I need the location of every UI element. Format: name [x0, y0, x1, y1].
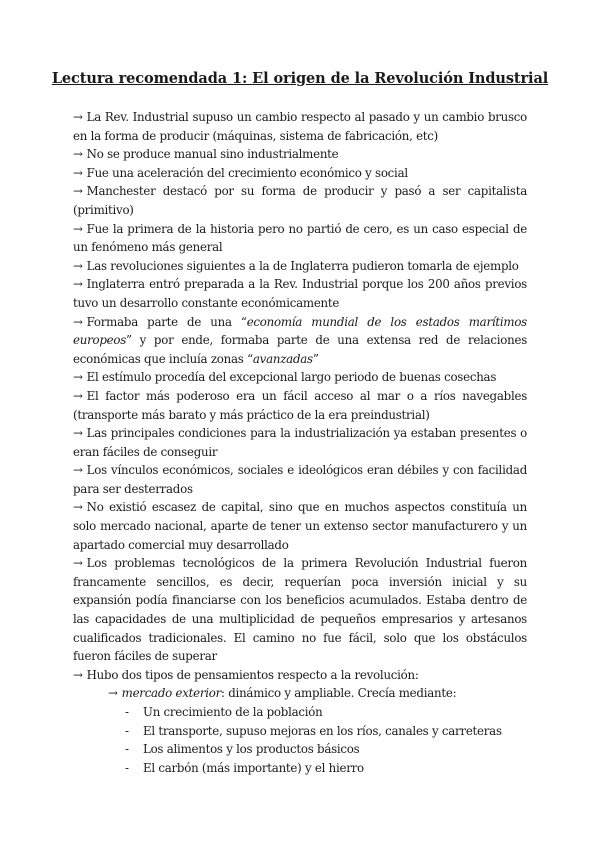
bullet-paragraph: → Fue una aceleración del crecimiento económico y social — [73, 165, 408, 180]
arrow-icon: → — [108, 686, 118, 701]
arrow-icon: → — [73, 221, 83, 236]
arrow-icon: → — [73, 314, 83, 329]
arrow-icon: → — [73, 258, 83, 273]
arrow-icon: → — [73, 147, 83, 162]
arrow-icon: → — [73, 426, 83, 441]
bullet-paragraph: → La Rev. Industrial supuso un cambio respecto al pasado y un cambio brusco en la forma de producir (máquinas, sistema de fabricación, etc) — [73, 110, 527, 143]
arrow-icon: → — [73, 370, 83, 385]
document-title: Lectura recomendada 1: El origen de la Revolución Industrial — [51, 70, 549, 87]
bullet-paragraph: → Las principales condiciones para la industrialización ya estaban presentes o eran fáciles de conseguir — [73, 426, 527, 459]
arrow-icon: → — [73, 277, 83, 292]
bullet-paragraph: → Manchester destacó por su forma de producir y pasó a ser capitalista (primitivo) — [73, 184, 527, 217]
arrow-icon: → — [73, 500, 83, 515]
arrow-icon: → — [73, 165, 83, 180]
list-item: - Los alimentos y los productos básicos — [125, 740, 527, 759]
dash-list — [73, 703, 527, 777]
bullet-paragraph: → Inglaterra entró preparada a la Rev. Industrial porque los 200 años previos tuvo un desarrollo constante económicamente — [73, 277, 527, 310]
list-item: - El carbón (más importante) y el hierro — [125, 759, 527, 778]
arrow-icon: → — [73, 667, 83, 682]
bullet-paragraph: → El factor más poderoso era un fácil acceso al mar o a ríos navegables (transporte más barato y más práctico de la era preindustrial) — [73, 388, 527, 422]
document-body — [73, 108, 527, 777]
bullet-paragraph: → Los vínculos económicos, sociales e ideológicos eran débiles y con facilidad para ser desterrados — [73, 463, 527, 496]
bullet-paragraph: → Los problemas tecnológicos de la primera Revolución Industrial fueron francamente sencillos, es decir, requerían poca inversión inicial y su expansión podía financiarse con los beneficios acumulados. Estaba dentro de las capacidades de una multiplicidad de pequeños empresarios y artesanos cualificados tradicionales. El camino no fue fácil, solo que los obstáculos fueron fáciles de superar — [73, 556, 527, 664]
arrow-icon: → — [73, 184, 83, 199]
bullet-paragraph: → Fue la primera de la historia pero no partió de cero, es un caso especial de un fenómeno más general — [73, 221, 527, 255]
arrow-icon: → — [73, 110, 83, 124]
bullet-paragraph: → No se produce manual sino industrialmente — [73, 147, 339, 162]
sub-point-term: mercado exterior — [121, 686, 222, 701]
arrow-icon: → — [73, 556, 83, 571]
bullet-paragraph: → El estímulo procedía del excepcional largo periodo de buenas cosechas — [73, 370, 497, 385]
arrow-icon: → — [73, 388, 83, 403]
bullet-paragraph: → Las revoluciones siguientes a la de Inglaterra pudieron tomarla de ejemplo — [73, 258, 519, 273]
list-item: - El transporte, supuso mejoras en los ríos, canales y carreteras — [125, 722, 527, 741]
list-item: - Un crecimiento de la población — [125, 703, 527, 722]
bullet-paragraph: → Hubo dos tipos de pensamientos respecto a la revolución: — [73, 667, 419, 682]
bullet-paragraph: → Formaba parte de una “economía mundial de los estados marítimos europeos” y por ende, formaba parte de una extensa red de relaciones económicas que incluía zonas “avanzadas” — [73, 314, 527, 366]
bullet-paragraph: → No existió escasez de capital, sino que en muchos aspectos constituía un solo mercado nacional, aparte de tener un extenso sector manufacturero y un apartado comercial muy desarrollado — [73, 500, 527, 552]
sub-point: → mercado exterior: dinámico y ampliable. Crecía mediante: — [108, 686, 457, 701]
arrow-icon: → — [73, 463, 83, 478]
